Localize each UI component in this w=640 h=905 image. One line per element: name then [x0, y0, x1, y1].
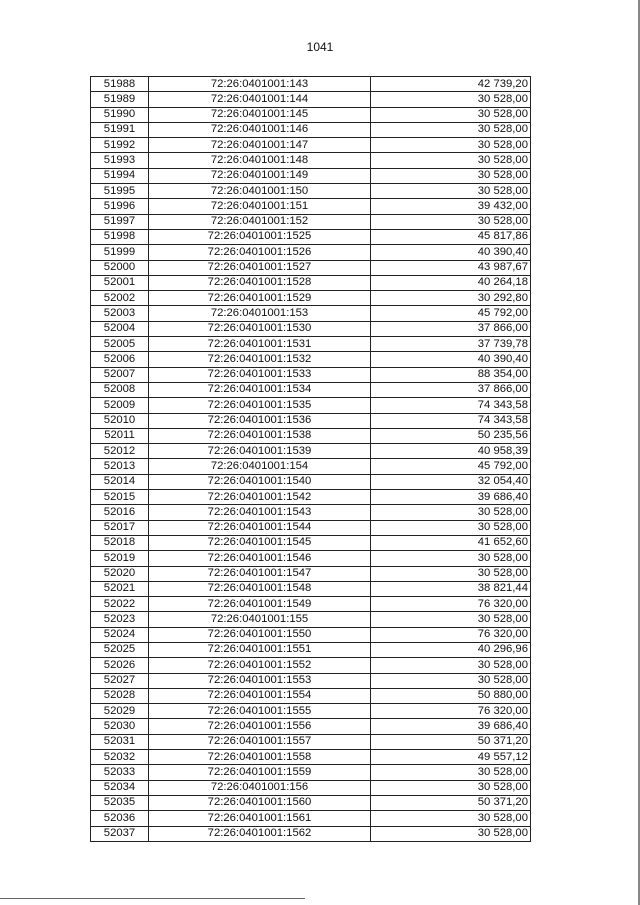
scan-edge-line — [0, 898, 305, 899]
cadastral-value-cell: 37 739,78 — [371, 337, 531, 352]
table-row — [91, 229, 531, 244]
cadastral-number-cell: 72:26:0401001:1540 — [149, 474, 371, 489]
table-row — [91, 275, 531, 290]
cadastral-value-cell: 76 320,00 — [371, 704, 531, 719]
table-row — [91, 627, 531, 642]
cadastral-value-cell: 45 792,00 — [371, 459, 531, 474]
row-number-cell: 52004 — [91, 321, 149, 336]
cadastral-value-table — [90, 76, 531, 842]
cadastral-number-cell: 72:26:0401001:1528 — [149, 275, 371, 290]
row-number-cell: 52027 — [91, 673, 149, 688]
table-row — [91, 505, 531, 520]
row-number-cell: 51989 — [91, 92, 149, 107]
table-row — [91, 92, 531, 107]
cadastral-number-cell: 72:26:0401001:1556 — [149, 719, 371, 734]
row-number-cell: 52031 — [91, 734, 149, 749]
row-number-cell: 52018 — [91, 535, 149, 550]
cadastral-number-cell: 72:26:0401001:156 — [149, 780, 371, 795]
row-number-cell: 52034 — [91, 780, 149, 795]
row-number-cell: 52010 — [91, 413, 149, 428]
cadastral-number-cell: 72:26:0401001:153 — [149, 306, 371, 321]
cadastral-value-cell: 30 528,00 — [371, 520, 531, 535]
cadastral-number-cell: 72:26:0401001:1542 — [149, 490, 371, 505]
page-number: 1041 — [306, 40, 334, 54]
cadastral-value-cell: 30 528,00 — [371, 92, 531, 107]
cadastral-value-cell: 88 354,00 — [371, 367, 531, 382]
table-row — [91, 490, 531, 505]
table-row — [91, 459, 531, 474]
row-number-cell: 52020 — [91, 566, 149, 581]
cadastral-number-cell: 72:26:0401001:147 — [149, 138, 371, 153]
row-number-cell: 52002 — [91, 291, 149, 306]
cadastral-number-cell: 72:26:0401001:1543 — [149, 505, 371, 520]
cadastral-number-cell: 72:26:0401001:143 — [149, 77, 371, 92]
cadastral-value-cell: 40 264,18 — [371, 275, 531, 290]
row-number-cell: 52021 — [91, 581, 149, 596]
cadastral-number-cell: 72:26:0401001:1559 — [149, 765, 371, 780]
table-row — [91, 642, 531, 657]
cadastral-value-cell: 30 528,00 — [371, 214, 531, 229]
row-number-cell: 52028 — [91, 688, 149, 703]
table-row — [91, 168, 531, 183]
cadastral-number-cell: 72:26:0401001:1551 — [149, 642, 371, 657]
cadastral-value-cell: 30 528,00 — [371, 780, 531, 795]
cadastral-value-cell: 50 371,20 — [371, 795, 531, 810]
cadastral-value-cell: 30 528,00 — [371, 811, 531, 826]
cadastral-number-cell: 72:26:0401001:1546 — [149, 551, 371, 566]
cadastral-number-cell: 72:26:0401001:1545 — [149, 535, 371, 550]
cadastral-value-cell: 37 866,00 — [371, 382, 531, 397]
cadastral-value-cell: 41 652,60 — [371, 535, 531, 550]
cadastral-value-cell: 43 987,67 — [371, 260, 531, 275]
cadastral-value-cell: 32 054,40 — [371, 474, 531, 489]
cadastral-value-cell: 40 390,40 — [371, 245, 531, 260]
cadastral-number-cell: 72:26:0401001:1552 — [149, 658, 371, 673]
row-number-cell: 52006 — [91, 352, 149, 367]
row-number-cell: 52029 — [91, 704, 149, 719]
cadastral-value-cell: 30 528,00 — [371, 168, 531, 183]
row-number-cell: 52011 — [91, 428, 149, 443]
cadastral-number-cell: 72:26:0401001:1555 — [149, 704, 371, 719]
cadastral-value-cell: 30 528,00 — [371, 551, 531, 566]
cadastral-value-cell: 39 686,40 — [371, 719, 531, 734]
cadastral-value-cell: 39 686,40 — [371, 490, 531, 505]
row-number-cell: 51999 — [91, 245, 149, 260]
cadastral-value-cell: 37 866,00 — [371, 321, 531, 336]
cadastral-value-cell: 74 343,58 — [371, 398, 531, 413]
table-row — [91, 765, 531, 780]
table-row — [91, 398, 531, 413]
row-number-cell: 51995 — [91, 184, 149, 199]
cadastral-value-cell: 40 390,40 — [371, 352, 531, 367]
table-row — [91, 337, 531, 352]
cadastral-number-cell: 72:26:0401001:1530 — [149, 321, 371, 336]
cadastral-value-cell: 45 817,86 — [371, 229, 531, 244]
row-number-cell: 51996 — [91, 199, 149, 214]
table-row — [91, 811, 531, 826]
row-number-cell: 52024 — [91, 627, 149, 642]
row-number-cell: 52003 — [91, 306, 149, 321]
row-number-cell: 52033 — [91, 765, 149, 780]
cadastral-number-cell: 72:26:0401001:1538 — [149, 428, 371, 443]
row-number-cell: 52016 — [91, 505, 149, 520]
cadastral-value-cell: 30 528,00 — [371, 107, 531, 122]
cadastral-number-cell: 72:26:0401001:148 — [149, 153, 371, 168]
cadastral-value-cell: 40 958,39 — [371, 444, 531, 459]
row-number-cell: 52017 — [91, 520, 149, 535]
cadastral-value-cell: 76 320,00 — [371, 627, 531, 642]
cadastral-value-cell: 40 296,96 — [371, 642, 531, 657]
cadastral-value-cell: 30 528,00 — [371, 566, 531, 581]
cadastral-value-cell: 30 528,00 — [371, 612, 531, 627]
row-number-cell: 52025 — [91, 642, 149, 657]
table-row — [91, 245, 531, 260]
row-number-cell: 51994 — [91, 168, 149, 183]
table-row — [91, 474, 531, 489]
cadastral-number-cell: 72:26:0401001:1536 — [149, 413, 371, 428]
table-row — [91, 612, 531, 627]
table-row — [91, 688, 531, 703]
row-number-cell: 52005 — [91, 337, 149, 352]
table-row — [91, 306, 531, 321]
cadastral-number-cell: 72:26:0401001:1547 — [149, 566, 371, 581]
cadastral-value-cell: 30 528,00 — [371, 138, 531, 153]
table-body — [91, 77, 531, 842]
table-row — [91, 291, 531, 306]
table-row — [91, 520, 531, 535]
cadastral-number-cell: 72:26:0401001:1534 — [149, 382, 371, 397]
table-row — [91, 734, 531, 749]
cadastral-number-cell: 72:26:0401001:1560 — [149, 795, 371, 810]
table-row — [91, 260, 531, 275]
table-row — [91, 658, 531, 673]
row-number-cell: 52022 — [91, 597, 149, 612]
table-row — [91, 77, 531, 92]
row-number-cell: 52001 — [91, 275, 149, 290]
table-row — [91, 597, 531, 612]
cadastral-number-cell: 72:26:0401001:1531 — [149, 337, 371, 352]
cadastral-value-cell: 30 528,00 — [371, 826, 531, 841]
row-number-cell: 52008 — [91, 382, 149, 397]
cadastral-value-cell: 30 528,00 — [371, 658, 531, 673]
row-number-cell: 52032 — [91, 750, 149, 765]
cadastral-number-cell: 72:26:0401001:151 — [149, 199, 371, 214]
table-row — [91, 413, 531, 428]
cadastral-number-cell: 72:26:0401001:144 — [149, 92, 371, 107]
table-row — [91, 122, 531, 137]
row-number-cell: 52015 — [91, 490, 149, 505]
cadastral-number-cell: 72:26:0401001:1558 — [149, 750, 371, 765]
table-row — [91, 535, 531, 550]
cadastral-number-cell: 72:26:0401001:149 — [149, 168, 371, 183]
row-number-cell: 52035 — [91, 795, 149, 810]
cadastral-number-cell: 72:26:0401001:145 — [149, 107, 371, 122]
cadastral-value-cell: 30 528,00 — [371, 505, 531, 520]
cadastral-value-cell: 30 528,00 — [371, 122, 531, 137]
row-number-cell: 51998 — [91, 229, 149, 244]
cadastral-value-cell: 49 557,12 — [371, 750, 531, 765]
cadastral-number-cell: 72:26:0401001:1526 — [149, 245, 371, 260]
cadastral-number-cell: 72:26:0401001:1544 — [149, 520, 371, 535]
row-number-cell: 51992 — [91, 138, 149, 153]
table-row — [91, 750, 531, 765]
row-number-cell: 52037 — [91, 826, 149, 841]
table-row — [91, 704, 531, 719]
table-row — [91, 382, 531, 397]
table-row — [91, 199, 531, 214]
cadastral-value-cell: 50 371,20 — [371, 734, 531, 749]
cadastral-number-cell: 72:26:0401001:1532 — [149, 352, 371, 367]
cadastral-value-cell: 45 792,00 — [371, 306, 531, 321]
cadastral-value-cell: 74 343,58 — [371, 413, 531, 428]
row-number-cell: 52019 — [91, 551, 149, 566]
table-row — [91, 780, 531, 795]
cadastral-number-cell: 72:26:0401001:1525 — [149, 229, 371, 244]
cadastral-number-cell: 72:26:0401001:1562 — [149, 826, 371, 841]
cadastral-value-cell: 38 821,44 — [371, 581, 531, 596]
table-row — [91, 138, 531, 153]
cadastral-value-cell: 30 528,00 — [371, 184, 531, 199]
table-row — [91, 673, 531, 688]
cadastral-number-cell: 72:26:0401001:1549 — [149, 597, 371, 612]
table-row — [91, 428, 531, 443]
cadastral-value-cell: 42 739,20 — [371, 77, 531, 92]
row-number-cell: 52000 — [91, 260, 149, 275]
row-number-cell: 52012 — [91, 444, 149, 459]
table-row — [91, 719, 531, 734]
table-row — [91, 367, 531, 382]
table-row — [91, 444, 531, 459]
row-number-cell: 51991 — [91, 122, 149, 137]
cadastral-number-cell: 72:26:0401001:1535 — [149, 398, 371, 413]
cadastral-value-cell: 50 235,56 — [371, 428, 531, 443]
cadastral-number-cell: 72:26:0401001:146 — [149, 122, 371, 137]
cadastral-number-cell: 72:26:0401001:150 — [149, 184, 371, 199]
cadastral-value-cell: 30 292,80 — [371, 291, 531, 306]
table-row — [91, 795, 531, 810]
table-row — [91, 581, 531, 596]
cadastral-number-cell: 72:26:0401001:1557 — [149, 734, 371, 749]
row-number-cell: 51997 — [91, 214, 149, 229]
table-row — [91, 214, 531, 229]
cadastral-number-cell: 72:26:0401001:1548 — [149, 581, 371, 596]
row-number-cell: 52007 — [91, 367, 149, 382]
cadastral-value-cell: 30 528,00 — [371, 673, 531, 688]
table-row — [91, 153, 531, 168]
row-number-cell: 52036 — [91, 811, 149, 826]
row-number-cell: 52023 — [91, 612, 149, 627]
table-row — [91, 184, 531, 199]
row-number-cell: 51990 — [91, 107, 149, 122]
cadastral-number-cell: 72:26:0401001:155 — [149, 612, 371, 627]
row-number-cell: 52014 — [91, 474, 149, 489]
cadastral-value-cell: 30 528,00 — [371, 153, 531, 168]
cadastral-number-cell: 72:26:0401001:1553 — [149, 673, 371, 688]
cadastral-number-cell: 72:26:0401001:1527 — [149, 260, 371, 275]
cadastral-value-cell: 76 320,00 — [371, 597, 531, 612]
cadastral-value-cell: 50 880,00 — [371, 688, 531, 703]
table-row — [91, 107, 531, 122]
row-number-cell: 51988 — [91, 77, 149, 92]
cadastral-number-cell: 72:26:0401001:1554 — [149, 688, 371, 703]
cadastral-number-cell: 72:26:0401001:1529 — [149, 291, 371, 306]
table-row — [91, 826, 531, 841]
table-row — [91, 551, 531, 566]
row-number-cell: 52030 — [91, 719, 149, 734]
row-number-cell: 52009 — [91, 398, 149, 413]
cadastral-number-cell: 72:26:0401001:1550 — [149, 627, 371, 642]
row-number-cell: 52026 — [91, 658, 149, 673]
table-row — [91, 352, 531, 367]
cadastral-number-cell: 72:26:0401001:154 — [149, 459, 371, 474]
cadastral-number-cell: 72:26:0401001:152 — [149, 214, 371, 229]
cadastral-value-cell: 39 432,00 — [371, 199, 531, 214]
row-number-cell: 51993 — [91, 153, 149, 168]
row-number-cell: 52013 — [91, 459, 149, 474]
cadastral-number-cell: 72:26:0401001:1533 — [149, 367, 371, 382]
cadastral-number-cell: 72:26:0401001:1539 — [149, 444, 371, 459]
cadastral-value-cell: 30 528,00 — [371, 765, 531, 780]
table-row — [91, 566, 531, 581]
cadastral-number-cell: 72:26:0401001:1561 — [149, 811, 371, 826]
table-row — [91, 321, 531, 336]
